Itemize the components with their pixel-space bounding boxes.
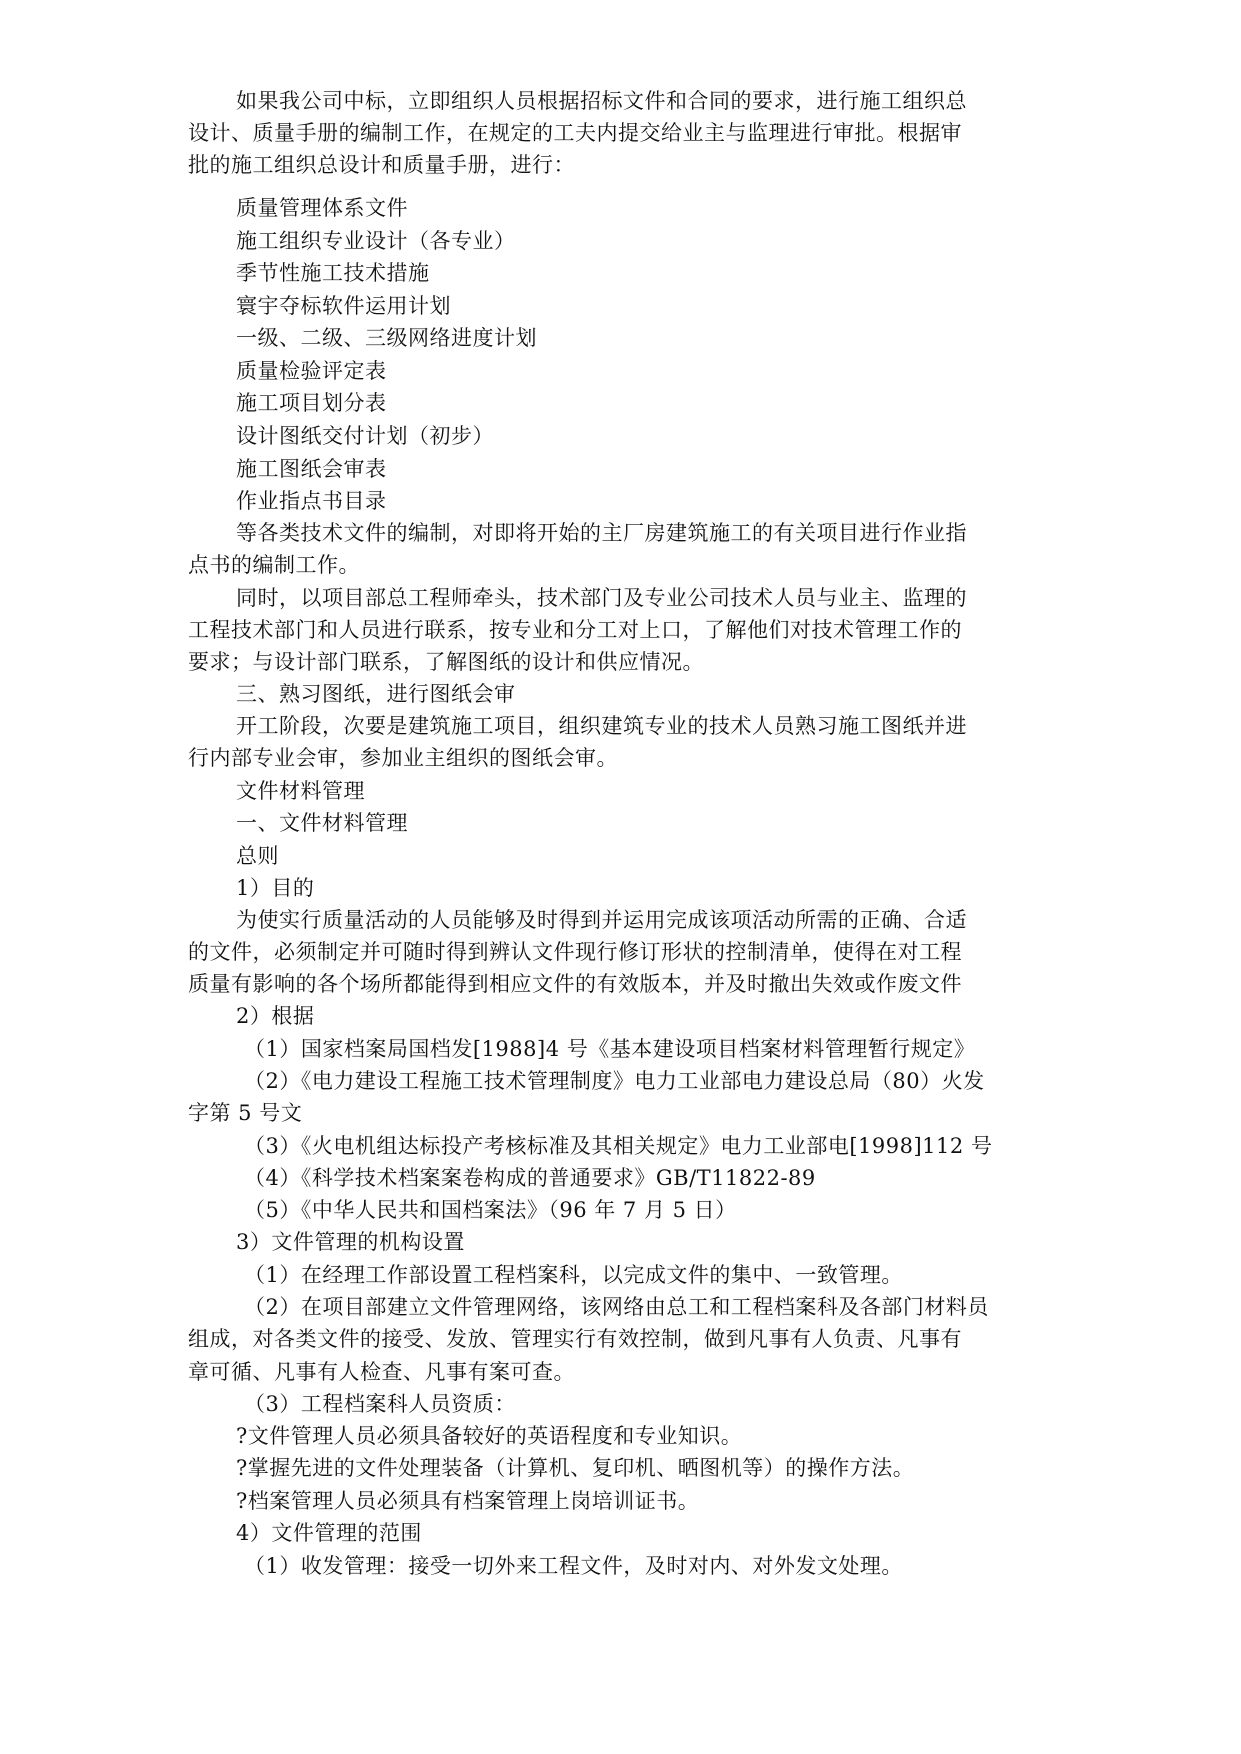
reference-item: （1）国家档案局国档发[1988]4 号《基本建设项目档案材料管理暂行规定》 xyxy=(244,1037,976,1061)
list-item: 质量管理体系文件 xyxy=(236,196,408,220)
section-heading: 文件材料管理 xyxy=(236,779,365,803)
list-item: 施工项目划分表 xyxy=(236,391,387,415)
paragraph-line: 批的施工组织总设计和质量手册，进行： xyxy=(188,153,575,177)
reference-item: （4）《科学技术档案案卷构成的普通要求》GB/T11822-89 xyxy=(244,1166,816,1190)
paragraph-line: （3）工程档案科人员资质： xyxy=(244,1392,516,1416)
section-heading: 一、文件材料管理 xyxy=(236,811,408,835)
reference-item: （5）《中华人民共和国档案法》（96 年 7 月 5 日） xyxy=(244,1198,737,1222)
subsection-heading: 2）根据 xyxy=(236,1004,315,1028)
paragraph-line: 设计、质量手册的编制工作，在规定的工夫内提交给业主与监理进行审批。根据审 xyxy=(188,121,962,145)
paragraph-line: 工程技术部门和人员进行联系，按专业和分工对上口，了解他们对技术管理工作的 xyxy=(188,618,962,642)
subsection-heading: 1）目的 xyxy=(236,876,315,900)
paragraph-line: 要求；与设计部门联系，了解图纸的设计和供应情况。 xyxy=(188,650,704,674)
bullet-item: ?掌握先进的文件处理装备（计算机、复印机、晒图机等）的操作方法。 xyxy=(236,1456,915,1480)
paragraph-line: （1）收发管理：接受一切外来工程文件，及时对内、对外发文处理。 xyxy=(244,1554,903,1578)
paragraph-line: 为使实行质量活动的人员能够及时得到并运用完成该项活动所需的正确、合适 xyxy=(236,908,967,932)
paragraph-line: 等各类技术文件的编制，对即将开始的主厂房建筑施工的有关项目进行作业指 xyxy=(236,521,967,545)
reference-item: （3）《火电机组达标投产考核标准及其相关规定》电力工业部电[1998]112 号 xyxy=(244,1134,993,1158)
paragraph-line: 同时，以项目部总工程师牵头，技术部门及专业公司技术人员与业主、监理的 xyxy=(236,586,967,610)
paragraph-line: 组成，对各类文件的接受、发放、管理实行有效控制，做到凡事有人负责、凡事有 xyxy=(188,1327,962,1351)
paragraph-line: 开工阶段，次要是建筑施工项目，组织建筑专业的技术人员熟习施工图纸并进 xyxy=(236,714,967,738)
list-item: 施工组织专业设计（各专业） xyxy=(236,229,516,253)
bullet-item: ?文件管理人员必须具备较好的英语程度和专业知识。 xyxy=(236,1424,743,1448)
list-item: 施工图纸会审表 xyxy=(236,457,387,481)
paragraph-line: 章可循、凡事有人检查、凡事有案可查。 xyxy=(188,1360,575,1384)
paragraph-line: （1）在经理工作部设置工程档案科，以完成文件的集中、一致管理。 xyxy=(244,1263,903,1287)
subsection-heading: 4）文件管理的范围 xyxy=(236,1521,422,1545)
subsection-heading: 3）文件管理的机构设置 xyxy=(236,1230,465,1254)
bullet-item: ?档案管理人员必须具有档案管理上岗培训证书。 xyxy=(236,1489,700,1513)
section-heading: 三、熟习图纸，进行图纸会审 xyxy=(236,682,516,706)
paragraph-line: 质量有影响的各个场所都能得到相应文件的有效版本，并及时撤出失效或作废文件 xyxy=(188,972,962,996)
section-heading: 总则 xyxy=(236,844,279,868)
paragraph-line: 行内部专业会审，参加业主组织的图纸会审。 xyxy=(188,746,618,770)
reference-item: 字第 5 号文 xyxy=(188,1101,303,1125)
paragraph-line: 的文件，必须制定并可随时得到辨认文件现行修订形状的控制清单，使得在对工程 xyxy=(188,940,962,964)
list-item: 设计图纸交付计划（初步） xyxy=(236,424,494,448)
paragraph-line: 点书的编制工作。 xyxy=(188,553,360,577)
list-item: 一级、二级、三级网络进度计划 xyxy=(236,326,537,350)
reference-item: （2）《电力建设工程施工技术管理制度》电力工业部电力建设总局（80）火发 xyxy=(244,1069,985,1093)
list-item: 季节性施工技术措施 xyxy=(236,261,430,285)
paragraph-line: 如果我公司中标，立即组织人员根据招标文件和合同的要求，进行施工组织总 xyxy=(236,89,967,113)
paragraph-line: （2）在项目部建立文件管理网络，该网络由总工和工程档案科及各部门材料员 xyxy=(244,1295,989,1319)
list-item: 质量检验评定表 xyxy=(236,359,387,383)
list-item: 寰宇夺标软件运用计划 xyxy=(236,294,451,318)
list-item: 作业指点书目录 xyxy=(236,489,387,513)
